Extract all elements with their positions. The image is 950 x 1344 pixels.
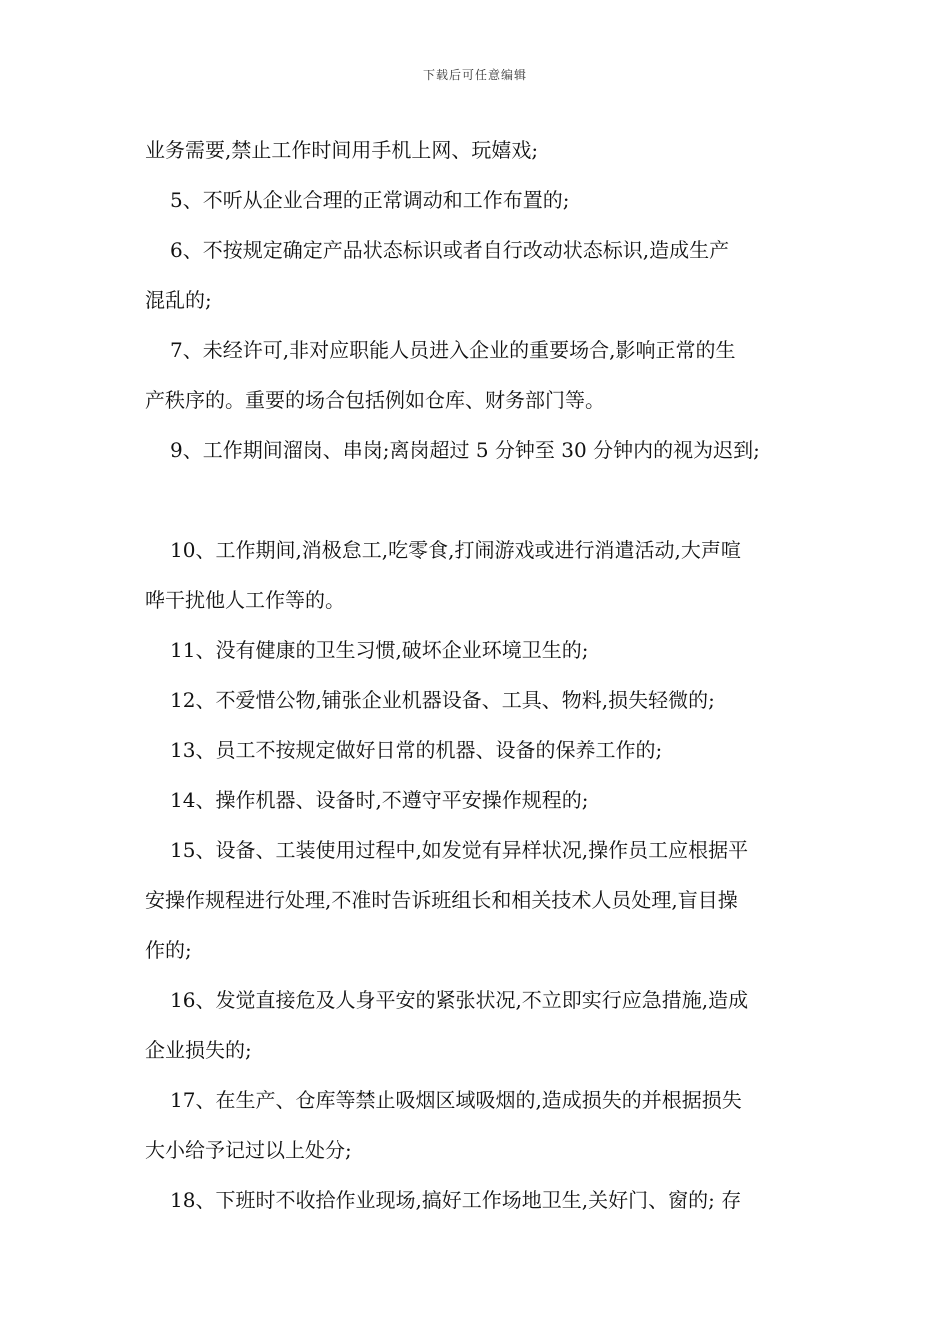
- list-item-5: 5、不听从企业合理的正常调动和工作布置的;: [170, 188, 570, 212]
- text-line: 哗干扰他人工作等的。: [145, 588, 345, 612]
- text-line: 作的;: [145, 938, 192, 962]
- list-item-7: 7、未经许可,非对应职能人员进入企业的重要场合,影响正常的生: [170, 338, 736, 362]
- text-line: 企业损失的;: [145, 1038, 252, 1062]
- list-item-9: 9、工作期间溜岗、串岗;离岗超过 5 分钟至 30 分钟内的视为迟到;: [170, 438, 760, 462]
- list-item-6: 6、不按规定确定产品状态标识或者自行改动状态标识,造成生产: [170, 238, 730, 262]
- list-item-13: 13、员工不按规定做好日常的机器、设备的保养工作的;: [170, 738, 663, 762]
- list-item-14: 14、操作机器、设备时,不遵守平安操作规程的;: [170, 788, 589, 812]
- text-line: 大小给予记过以上处分;: [145, 1138, 352, 1162]
- list-item-15: 15、设备、工装使用过程中,如发觉有异样状况,操作员工应根据平: [170, 838, 749, 862]
- text-line: 混乱的;: [145, 288, 212, 312]
- text-line: 产秩序的。重要的场合包括例如仓库、财务部门等。: [145, 388, 605, 412]
- text-line: 安操作规程进行处理,不准时告诉班组长和相关技术人员处理,盲目操: [145, 888, 738, 912]
- list-item-17: 17、在生产、仓库等禁止吸烟区域吸烟的,造成损失的并根据损失: [170, 1088, 742, 1112]
- list-item-18: 18、下班时不收拾作业现场,搞好工作场地卫生,关好门、窗的; 存: [170, 1188, 742, 1212]
- text-line: 业务需要,禁止工作时间用手机上网、玩嬉戏;: [145, 138, 539, 162]
- list-item-16: 16、发觉直接危及人身平安的紧张状况,不立即实行应急措施,造成: [170, 988, 749, 1012]
- list-item-11: 11、没有健康的卫生习惯,破坏企业环境卫生的;: [170, 638, 589, 662]
- list-item-10: 10、工作期间,消极怠工,吃零食,打闹游戏或进行消遣活动,大声喧: [170, 538, 741, 562]
- list-item-12: 12、不爱惜公物,铺张企业机器设备、工具、物料,损失轻微的;: [170, 688, 715, 712]
- page-header: 下载后可任意编辑: [422, 68, 527, 82]
